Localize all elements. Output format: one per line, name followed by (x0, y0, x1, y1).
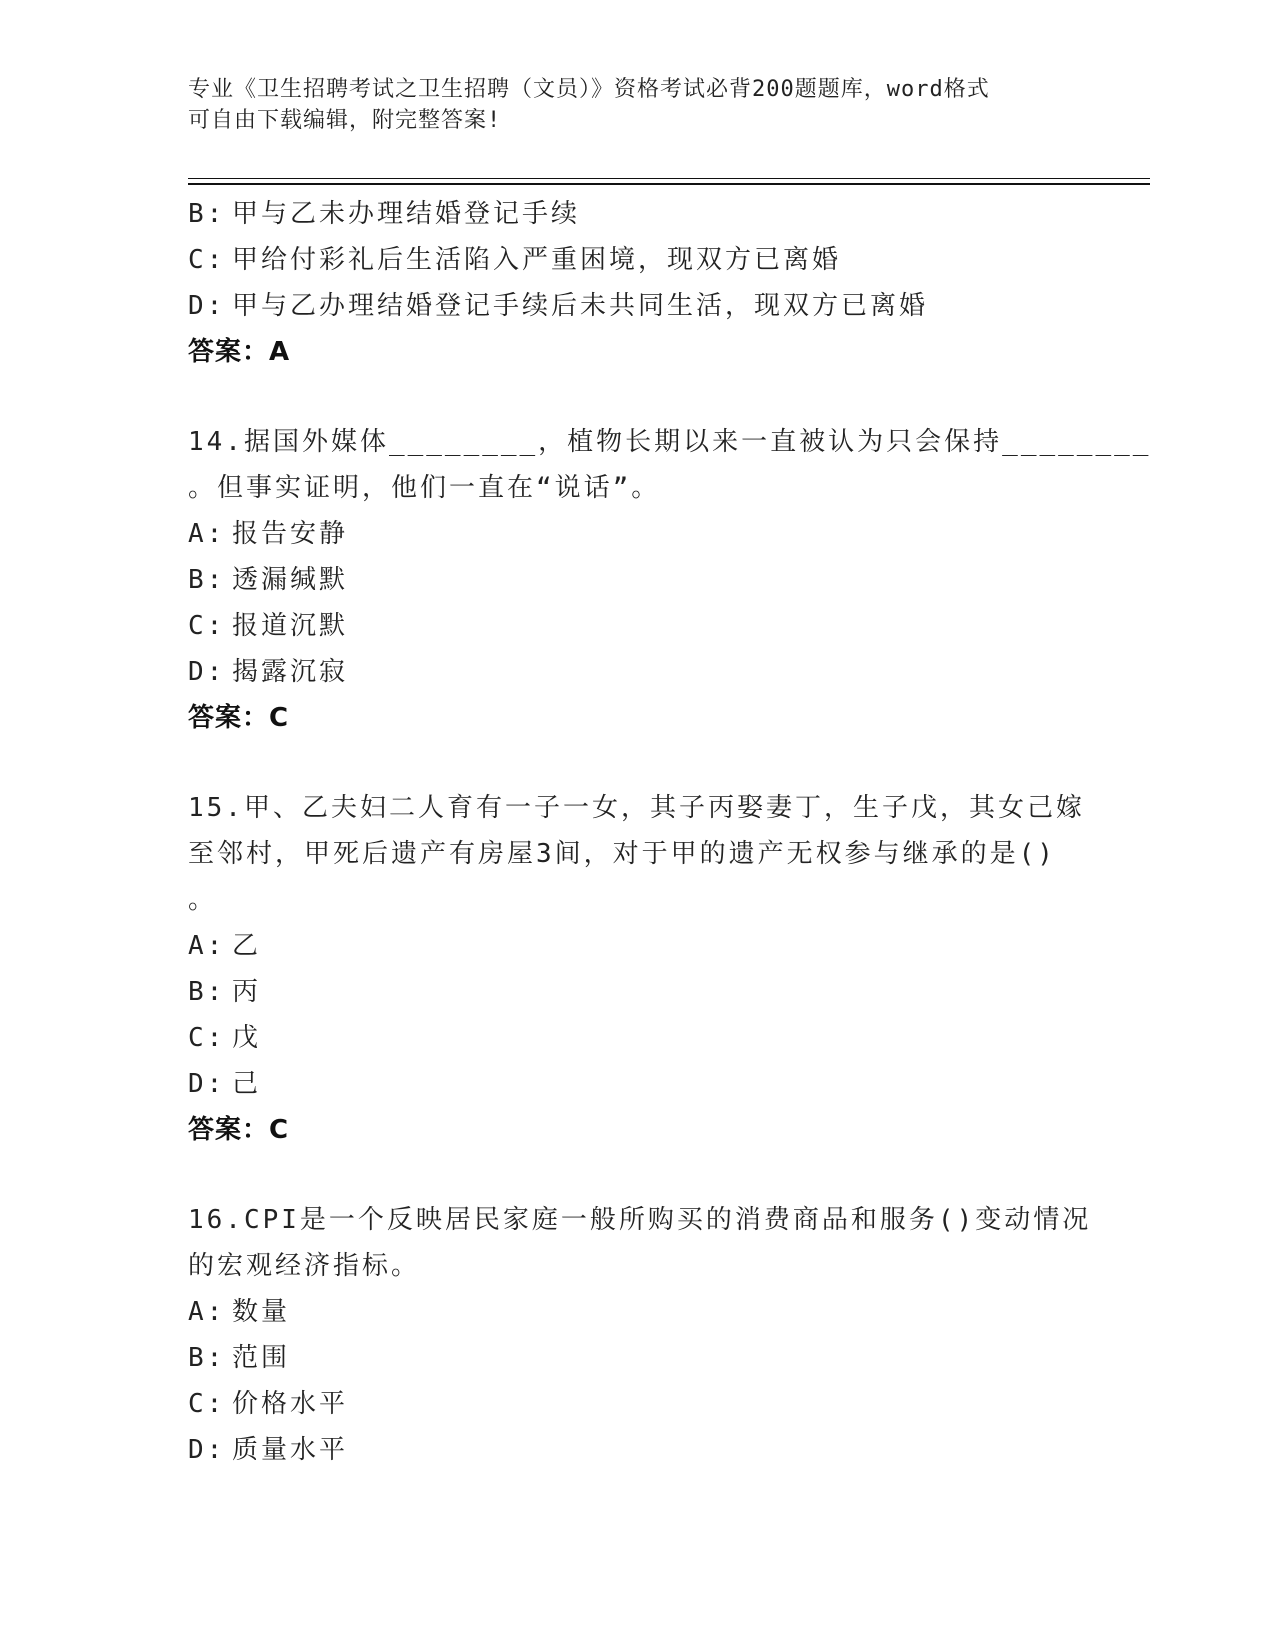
option-b: B: 透漏缄默 (188, 565, 349, 595)
question-15 (188, 785, 1108, 1153)
option-c: C: 戊 (188, 1023, 262, 1053)
header-line-2: 可自由下载编辑，附完整答案! (188, 108, 502, 133)
question-list (188, 191, 1152, 1473)
header-rule-thick (188, 183, 1150, 185)
question-stem: 16.CPI是一个反映居民家庭一般所购买的消费商品和服务()变动情况 (188, 1205, 1092, 1235)
option-a: A: 数量 (188, 1297, 291, 1327)
document-header (188, 74, 1088, 136)
question-stem-continued: 的宏观经济指标。 (188, 1251, 421, 1281)
option-c: C: 报道沉默 (188, 611, 349, 641)
option-c: C: 甲给付彩礼后生活陷入严重困境，现双方已离婚 (188, 245, 842, 275)
question-stem-continued: 至邻村，甲死后遗产有房屋3间，对于甲的遗产无权参与继承的是() (188, 839, 1056, 869)
answer: 答案：C (188, 703, 290, 733)
option-b: B: 甲与乙未办理结婚登记手续 (188, 199, 581, 229)
option-b: B: 范围 (188, 1343, 291, 1373)
question-14 (188, 419, 1152, 741)
answer: 答案：A (188, 337, 291, 367)
header-rule-thin (188, 178, 1150, 179)
option-d: D: 揭露沉寂 (188, 657, 349, 687)
option-b: B: 丙 (188, 977, 262, 1007)
header-line-1: 专业《卫生招聘考试之卫生招聘（文员）》资格考试必背200题题库，word格式 (188, 77, 990, 102)
option-d: D: 质量水平 (188, 1435, 349, 1465)
answer: 答案：C (188, 1115, 290, 1145)
option-a: A: 乙 (188, 931, 262, 961)
question-stem: 15.甲、乙夫妇二人育有一子一女，其子丙娶妻丁，生子戊，其女己嫁 (188, 793, 1085, 823)
question-stem: 14.据国外媒体________，植物长期以来一直被认为只会保持________ (188, 427, 1152, 457)
question-13 (188, 191, 1108, 375)
option-c: C: 价格水平 (188, 1389, 349, 1419)
question-stem-continued: 。但事实证明，他们一直在“说话”。 (188, 473, 661, 503)
question-stem-end: 。 (188, 885, 218, 915)
question-16 (188, 1197, 1108, 1473)
option-d: D: 己 (188, 1069, 262, 1099)
option-d: D: 甲与乙办理结婚登记手续后未共同生活，现双方已离婚 (188, 291, 929, 321)
option-a: A: 报告安静 (188, 519, 349, 549)
